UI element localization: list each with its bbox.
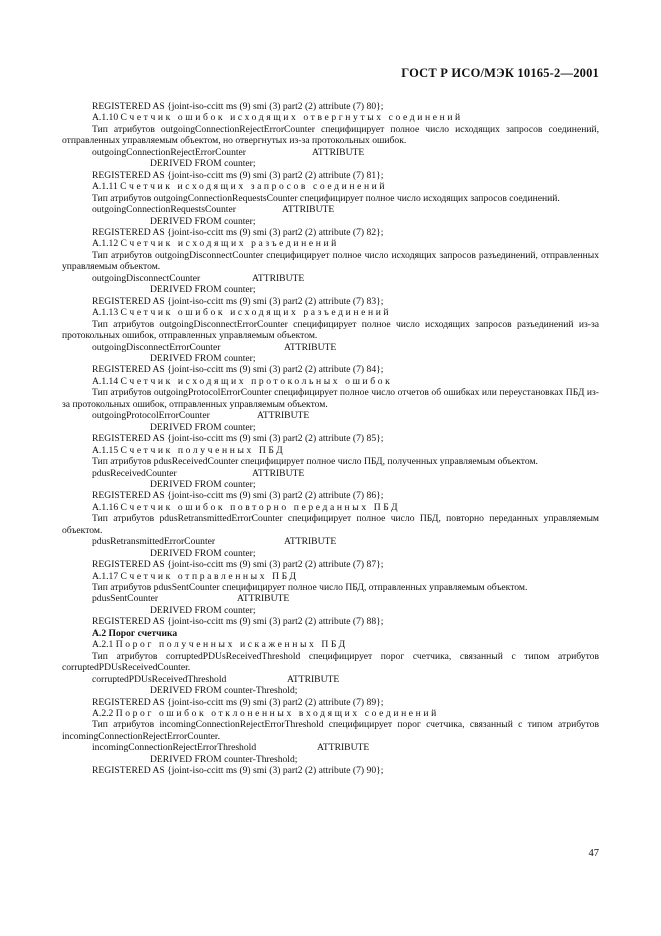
derived-from-line: DERIVED FROM counter;: [150, 284, 256, 296]
attribute-definition: outgoingDisconnectErrorCounter ATTRIBUTE: [92, 341, 337, 353]
attribute-definition: pdusSentCounter ATTRIBUTE: [92, 593, 290, 605]
attribute-definition: outgoingProtocolErrorCounter ATTRIBUTE: [92, 410, 310, 422]
registered-line: REGISTERED AS {joint-iso-ccitt ms (9) smi (3) part2 (2) attribute (7) 80};: [92, 101, 384, 112]
section-heading-a110: А.1.10 Счетчик ошибок исходящих отвергнутых соединений: [92, 112, 463, 124]
registered-line: REGISTERED AS {joint-iso-ccitt ms (9) smi (3) part2 (2) attribute (7) 90};: [92, 765, 384, 777]
registered-line: REGISTERED AS {joint-iso-ccitt ms (9) smi (3) part2 (2) attribute (7) 84};: [92, 364, 384, 376]
section-description: Тип атрибутов outgoingProtocolErrorCounter специфицирует полное число отчетов об ошибках или переустановках ПБД из-за протокольных ошибок, отправленных управляемым объектом.: [62, 387, 599, 410]
registered-line: REGISTERED AS {joint-iso-ccitt ms (9) smi (3) part2 (2) attribute (7) 83};: [92, 295, 384, 307]
derived-from-line: DERIVED FROM counter;: [150, 158, 256, 170]
attribute-definition: outgoingConnectionRequestsCounter ATTRIBUTE: [92, 204, 335, 216]
section-heading-a21: А.2.1 Порог полученных искаженных ПБД: [92, 639, 348, 651]
section-heading-a111: А.1.11 Счетчик исходящих запросов соединений: [92, 181, 388, 193]
registered-line: REGISTERED AS {joint-iso-ccitt ms (9) smi (3) part2 (2) attribute (7) 81};: [92, 169, 384, 181]
page-number: 47: [588, 848, 599, 859]
section-description: Тип атрибутов pdusReceivedCounter специфицирует полное число ПБД, полученных управляемым объектом.: [92, 456, 538, 468]
section-heading-a114: А.1.14 Счетчик исходящих протокольных ошибок: [92, 375, 393, 387]
section-heading-a115: А.1.15 Счетчик полученных ПБД: [92, 444, 286, 456]
attribute-definition: pdusRetransmittedErrorCounter ATTRIBUTE: [92, 536, 337, 548]
section-description: Тип атрибутов outgoingConnectionRequestsCounter специфицирует полное число исходящих запросов соединений.: [92, 192, 560, 204]
section-heading-a117: А.1.17 Счетчик отправленных ПБД: [92, 570, 299, 582]
derived-from-line: DERIVED FROM counter;: [150, 478, 256, 490]
derived-from-line: DERIVED FROM counter-Threshold;: [150, 753, 298, 765]
section-description: Тип атрибутов incomingConnectionRejectErrorThreshold специфицирует порог счетчика, связанный с типом атрибутов incomingConnectionRejectErrorCounter.: [62, 719, 599, 742]
section-description: Тип атрибутов outgoingDisconnectErrorCounter специфицирует полное число исходящих запросов разъединений из-за протокольных ошибок, отправленных управляемым объектом.: [62, 318, 599, 342]
attribute-definition: incomingConnectionRejectErrorThreshold ATTRIBUTE: [92, 742, 370, 754]
derived-from-line: DERIVED FROM counter;: [150, 421, 256, 433]
section-heading-a113: А.1.13 Счетчик ошибок исходящих разъединений: [92, 307, 392, 319]
derived-from-line: DERIVED FROM counter;: [150, 352, 256, 364]
attribute-definition: pdusReceivedCounter ATTRIBUTE: [92, 467, 305, 479]
page-body: [62, 101, 599, 777]
section-description: Тип атрибутов outgoingDisconnectCounter специфицирует полное число исходящих запросов разъединений, отправленных управляемым объектом.: [62, 249, 599, 273]
section-description: Тип атрибутов pdusRetransmittedErrorCounter специфицирует полное число ПБД, повторно переданных управляемым объектом.: [62, 513, 599, 536]
registered-line: REGISTERED AS {joint-iso-ccitt ms (9) smi (3) part2 (2) attribute (7) 86};: [92, 490, 384, 502]
document-header: ГОСТ Р ИСО/МЭК 10165-2—2001: [401, 66, 599, 80]
derived-from-line: DERIVED FROM counter;: [150, 215, 256, 227]
attribute-definition: outgoingConnectionRejectErrorCounter ATTRIBUTE: [92, 146, 365, 158]
attribute-definition: outgoingDisconnectCounter ATTRIBUTE: [92, 272, 305, 284]
section-description: Тип атрибутов outgoingConnectionRejectErrorCounter специфицирует полное число исходящих запросов соединений, отправленных управляемым объектом, но отвергнутых из-за протокольных ошибок.: [62, 123, 599, 147]
registered-line: REGISTERED AS {joint-iso-ccitt ms (9) smi (3) part2 (2) attribute (7) 82};: [92, 226, 384, 238]
derived-from-line: DERIVED FROM counter;: [150, 547, 256, 559]
section-heading-a116: А.1.16 Счетчик ошибок повторно переданных ПБД: [92, 501, 401, 513]
derived-from-line: DERIVED FROM counter;: [150, 604, 256, 616]
section-description: Тип атрибутов corruptedPDUsReceivedThreshold специфицирует порог счетчика, связанный с типом атрибутов corruptedPDUsReceivedCounter.: [62, 650, 599, 674]
attribute-definition: corruptedPDUsReceivedThreshold ATTRIBUTE: [92, 673, 340, 685]
registered-line: REGISTERED AS {joint-iso-ccitt ms (9) smi (3) part2 (2) attribute (7) 88};: [92, 616, 384, 628]
section-heading-a112: А.1.12 Счетчик исходящих разъединений: [92, 238, 339, 250]
registered-line: REGISTERED AS {joint-iso-ccitt ms (9) smi (3) part2 (2) attribute (7) 89};: [92, 696, 384, 708]
subsection-heading-a2: А.2 Порог счетчика: [92, 627, 178, 639]
section-heading-a22: А.2.2 Порог ошибок отклоненных входящих соединений: [92, 708, 439, 720]
registered-line: REGISTERED AS {joint-iso-ccitt ms (9) smi (3) part2 (2) attribute (7) 87};: [92, 559, 384, 571]
section-description: Тип атрибутов pdusSentCounter специфицирует полное число ПБД, отправленных управляемым объектом.: [92, 582, 528, 594]
derived-from-line: DERIVED FROM counter-Threshold;: [150, 685, 298, 697]
registered-line: REGISTERED AS {joint-iso-ccitt ms (9) smi (3) part2 (2) attribute (7) 85};: [92, 433, 384, 445]
